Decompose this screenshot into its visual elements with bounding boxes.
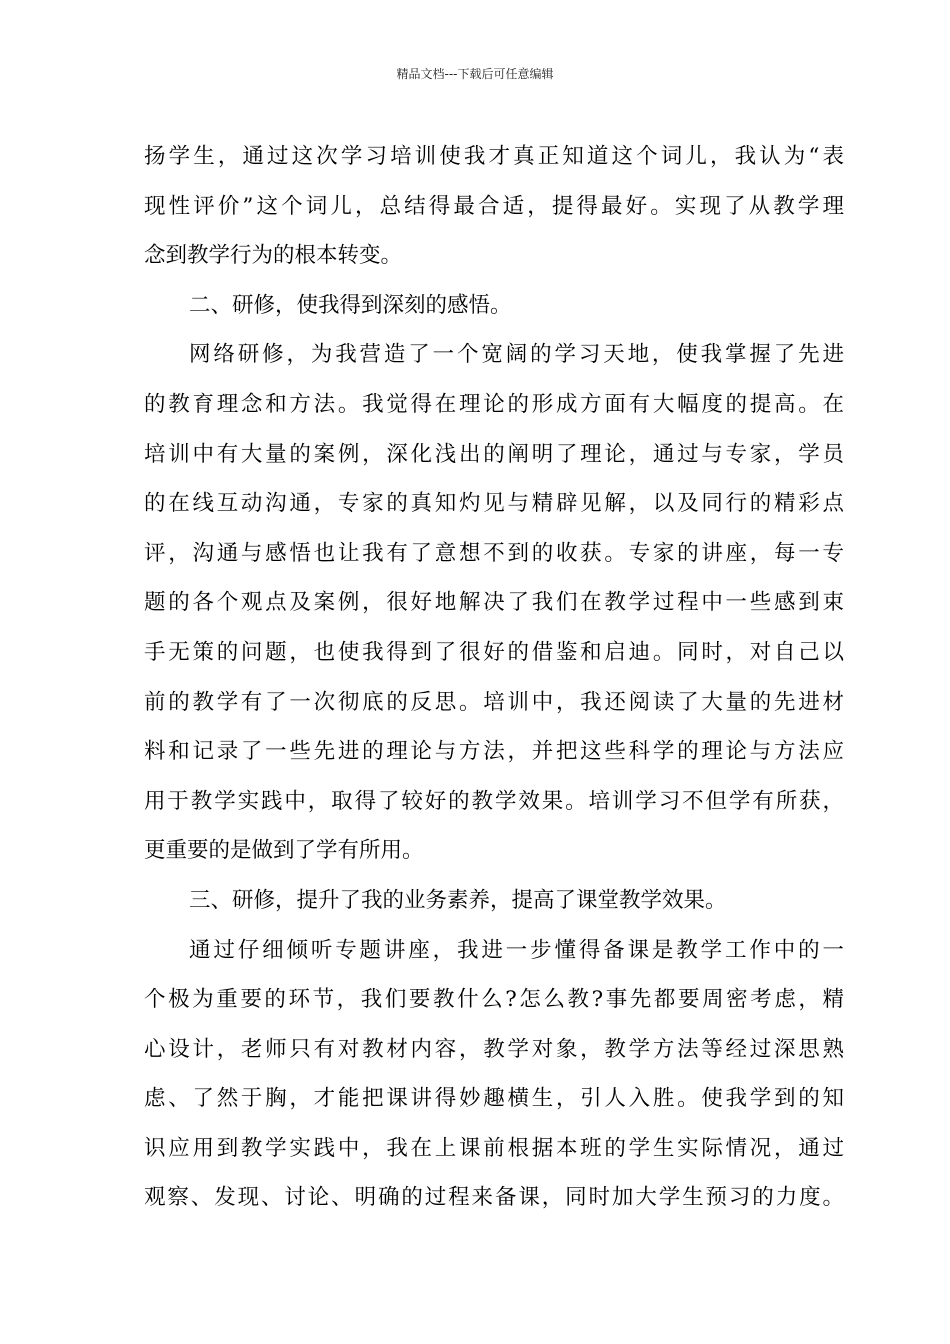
text-line: 识应用到教学实践中，我在上课前根据本班的学生实际情况，通过 (144, 1135, 844, 1161)
text-line: 虑、了然于胸，才能把课讲得妙趣横生，引人入胜。使我学到的知 (144, 1086, 844, 1112)
text-line: 培训中有大量的案例，深化浅出的阐明了理论，通过与专家，学员 (144, 441, 844, 467)
text-line: 心设计，老师只有对教材内容，教学对象，教学方法等经过深思熟 (144, 1036, 844, 1062)
text-line: 用于教学实践中，取得了较好的教学效果。培训学习不但学有所获， (144, 788, 844, 814)
text-line: 念到教学行为的根本转变。 (144, 243, 403, 269)
text-line: 网络研修，为我营造了一个宽阔的学习天地，使我掌握了先进 (189, 342, 844, 368)
text-line: 观察、发现、讨论、明确的过程来备课，同时加大学生预习的力度。 (144, 1185, 844, 1211)
text-line: 个极为重要的环节，我们要教什么?怎么教?事先都要周密考虑，精 (144, 987, 844, 1013)
page-header: 精品文档---下载后可任意编辑 (396, 67, 554, 81)
text-line: 的教育理念和方法。我觉得在理论的形成方面有大幅度的提高。在 (144, 391, 844, 417)
text-line: 的在线互动沟通，专家的真知灼见与精辟见解，以及同行的精彩点 (144, 491, 844, 517)
text-line: 扬学生，通过这次学习培训使我才真正知道这个词儿，我认为“表 (144, 144, 844, 169)
document-body (144, 132, 844, 1223)
text-line: 三、研修，提升了我的业务素养，提高了课堂教学效果。 (189, 887, 727, 913)
text-line: 前的教学有了一次彻底的反思。培训中，我还阅读了大量的先进材 (144, 689, 844, 715)
text-line: 更重要的是做到了学有所用。 (144, 838, 424, 864)
text-line: 通过仔细倾听专题讲座，我进一步懂得备课是教学工作中的一 (189, 937, 844, 963)
text-line: 现性评价”这个词儿，总结得最合适，提得最好。实现了从教学理 (144, 193, 844, 219)
text-line: 料和记录了一些先进的理论与方法，并把这些科学的理论与方法应 (144, 739, 844, 765)
text-line: 题的各个观点及案例，很好地解决了我们在教学过程中一些感到束 (144, 590, 844, 616)
text-line: 评，沟通与感悟也让我有了意想不到的收获。专家的讲座，每一专 (144, 540, 844, 566)
text-line: 二、研修，使我得到深刻的感悟。 (189, 292, 512, 318)
text-line: 手无策的问题，也使我得到了很好的借鉴和启迪。同时，对自己以 (144, 639, 844, 665)
